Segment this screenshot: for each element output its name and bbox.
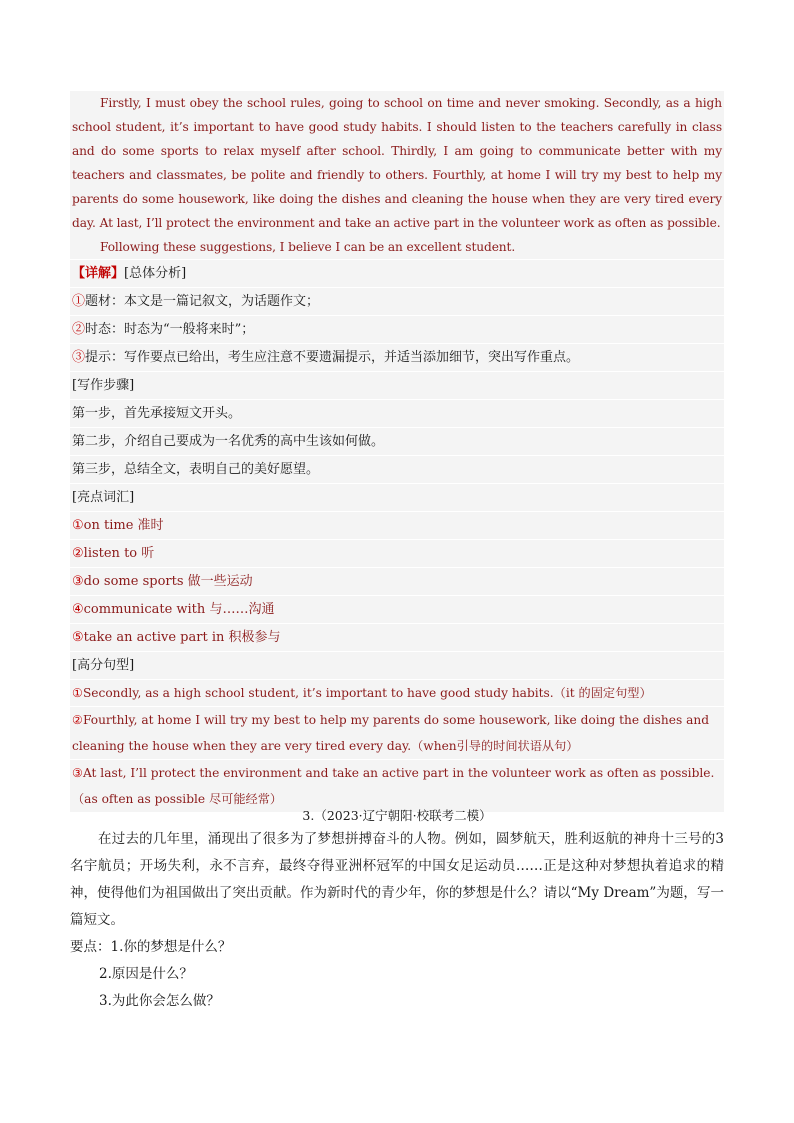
vocab-heading: [亮点词汇] — [70, 483, 724, 511]
question-point: 2.原因是什么？ — [99, 966, 193, 982]
vocab-item: ②listen to 听 — [70, 539, 724, 567]
answer-section — [70, 91, 724, 812]
question-body: 在过去的几年里，涌现出了很多为了梦想拼搏奋斗的人物。例如，圆梦航天，胜利返航的神舟十三号的3名宇航员；开场失利，永不言弃，最终夺得亚洲杯冠军的中国女足运动员……正是这种对梦想执着追求的精神，使得他们为祖国做出了突出贡献。作为新时代的青少年，你的梦想是什么？请以“My Dream”为题，写一篇短文。 — [70, 831, 724, 928]
steps-heading: [写作步骤] — [70, 371, 724, 399]
analysis-heading — [70, 259, 724, 287]
vocab-item: ⑤take an active part in 积极参与 — [70, 623, 724, 651]
step-item: 第三步，总结全文，表明自己的美好愿望。 — [70, 455, 724, 483]
vocab-item: ③do some sports 做一些运动 — [70, 567, 724, 595]
sentence-item: ③At last, I’ll protect the environment and take an active part in the volunteer work as often as possible.（as often as possible 尽可能经常） — [70, 759, 724, 812]
essay-paragraph-2: Following these suggestions, I believe I can be an excellent student. — [70, 235, 724, 259]
question-point: 要点：1.你的梦想是什么？ — [70, 939, 232, 955]
analysis-item: ②时态：时态为“一般将来时”； — [70, 315, 724, 343]
analysis-title: [总体分析] — [124, 266, 187, 281]
question-point: 3.为此你会怎么做？ — [99, 993, 220, 1009]
analysis-item: ①题材：本文是一篇记叙文，为话题作文； — [70, 287, 724, 315]
sentence-item: ②Fourthly, at home I will try my best to help my parents do some housework, like doing the dishes and cleaning the house when they are very tired every day.（when引导的时间状语从句） — [70, 706, 724, 759]
step-item: 第一步，首先承接短文开头。 — [70, 399, 724, 427]
vocab-item: ①on time 准时 — [70, 511, 724, 539]
analysis-item: ③提示：写作要点已给出，考生应注意不要遗漏提示，并适当添加细节，突出写作重点。 — [70, 343, 724, 371]
step-item: 第二步，介绍自己要成为一名优秀的高中生该如何做。 — [70, 427, 724, 455]
question-title: 3.（2023·辽宁朝阳·校联考二模） — [302, 808, 492, 823]
vocab-item: ④communicate with 与……沟通 — [70, 595, 724, 623]
detail-label: 【详解】 — [72, 266, 125, 281]
sentence-item: ①Secondly, as a high school student, it’s important to have good study habits.（it 的固定句型） — [70, 679, 724, 706]
essay-paragraph-1: Firstly, I must obey the school rules, going to school on time and never smoking. Secondly, as a high school student, it’s important to have good study habits. I should listen to the teachers carefully in class and do some sports to relax myself after school. Thirdly, I am going to communicate better with my teachers and classmates, be polite and friendly to others. Fourthly, at home I will try my best to help my parents do some housework, like doing the dishes and cleaning the house when they are very tired every day. At last, I’ll protect the environment and take an active part in the volunteer work as often as possible. — [70, 91, 724, 235]
sentences-heading: [高分句型] — [70, 651, 724, 679]
model-essay — [70, 91, 724, 259]
question-section — [70, 806, 724, 1015]
